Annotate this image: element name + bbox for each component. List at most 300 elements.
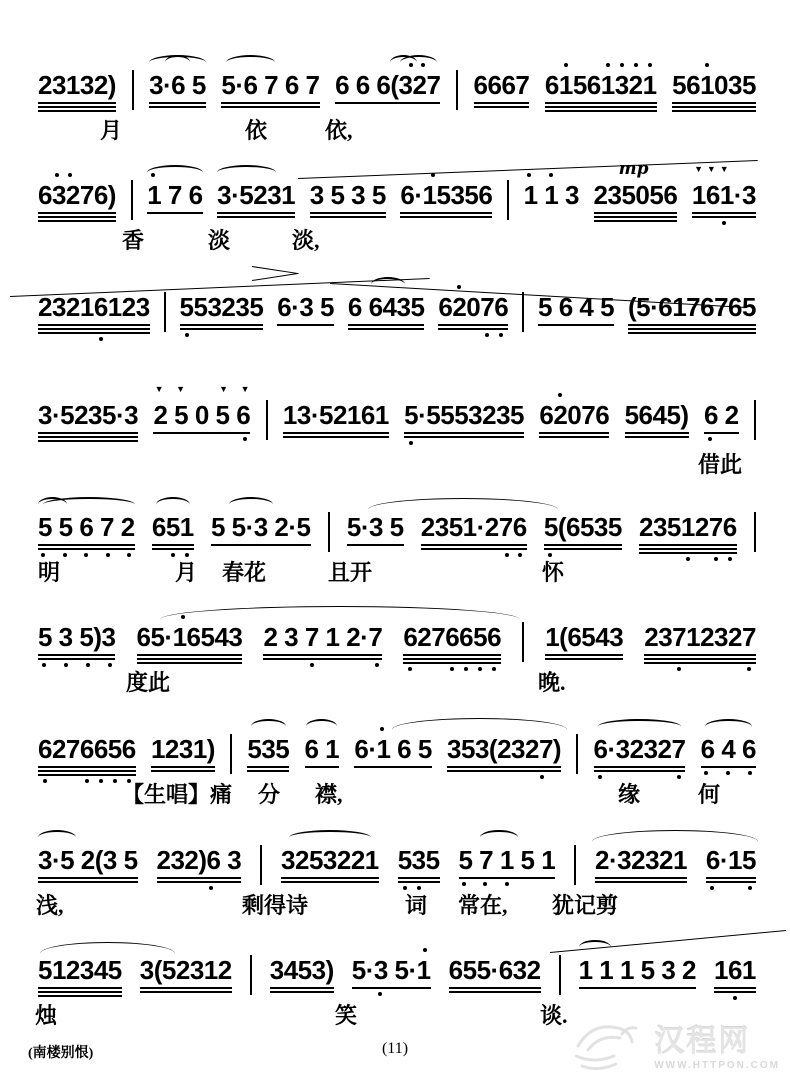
- barline: [559, 955, 561, 995]
- note-group: [701, 734, 756, 764]
- beam-underline: [137, 654, 243, 656]
- decrescendo-hairpin: [252, 273, 298, 281]
- barline: [250, 955, 252, 995]
- watermark-site-name: 汉程网: [654, 1024, 751, 1058]
- octave-dot-below: [722, 221, 726, 225]
- slur-arc: [306, 719, 337, 734]
- beam-underline: [38, 332, 150, 334]
- slur-arc: [229, 497, 273, 512]
- beam-underline: [644, 654, 756, 656]
- note-group: [277, 292, 334, 322]
- note-digits: 3253221: [281, 845, 379, 875]
- beam-underline: [38, 991, 122, 993]
- note-digits: 3453): [269, 955, 334, 985]
- note-group: [625, 400, 689, 430]
- octave-dot-above: [634, 63, 638, 67]
- octave-dot-below: [310, 663, 314, 667]
- note-row: [38, 384, 756, 440]
- lyric-syllable: 春花: [222, 560, 267, 585]
- beam-underline: [38, 440, 138, 442]
- octave-dot-below: [677, 775, 681, 779]
- slur-arc: [217, 165, 275, 180]
- beam-underline: [644, 662, 756, 664]
- beam-underline: [672, 110, 756, 112]
- note-digits: 3(52312: [139, 955, 232, 985]
- beam-underline: [305, 766, 340, 768]
- beam-underline: [594, 212, 678, 214]
- note-group: [151, 734, 215, 764]
- beam-underline: [594, 770, 686, 772]
- lyric-syllable: 月: [100, 118, 123, 143]
- octave-dot-below: [748, 771, 752, 775]
- octave-dot-below: [478, 667, 482, 671]
- note-digits: 3·6 5: [149, 70, 206, 100]
- barline: [522, 292, 524, 332]
- beam-underline: [38, 324, 150, 326]
- note-digits: 5·3 5: [346, 512, 404, 542]
- note-group: [211, 512, 311, 542]
- beam-underline: [221, 102, 319, 104]
- beam-underline: [270, 987, 334, 989]
- note-digits: 232)6 3: [156, 845, 242, 875]
- barline: [230, 734, 232, 774]
- note-group: [438, 292, 508, 322]
- beam-underline: [180, 324, 264, 326]
- note-digits: 65·16543: [136, 622, 243, 652]
- lyric-syllable: 襟,: [315, 782, 343, 807]
- slur-arc: [480, 830, 519, 845]
- note-group: [305, 734, 340, 764]
- beam-underline: [639, 544, 737, 546]
- lyric-syllable: 香: [122, 228, 145, 253]
- beam-underline: [354, 766, 431, 768]
- note-digits: 6·3 5: [277, 292, 334, 322]
- notation-line-3: [38, 292, 756, 332]
- note-digits: 2 3 7 1 2·7: [263, 622, 383, 652]
- note-digits: 2351276: [639, 512, 737, 542]
- beam-underline: [403, 654, 501, 656]
- beam-underline: [628, 328, 756, 330]
- barline: [266, 400, 268, 440]
- note-digits: 61561321: [544, 70, 657, 100]
- octave-dot-below: [42, 663, 46, 667]
- note-digits: 655·632: [448, 955, 541, 985]
- lyric-syllable: 笑: [335, 1003, 358, 1028]
- octave-dot-below: [540, 775, 544, 779]
- octave-dot-below: [450, 667, 454, 671]
- octave-dot-above: [549, 173, 553, 177]
- beam-underline: [38, 436, 138, 438]
- octave-dot-below: [43, 779, 47, 783]
- octave-dot-below: [378, 992, 382, 996]
- note-digits: 6276656: [403, 622, 502, 652]
- watermark: [570, 1012, 780, 1074]
- beam-underline: [140, 987, 232, 989]
- note-group: [38, 70, 116, 100]
- slur-arc: [147, 165, 202, 180]
- beam-underline: [544, 548, 622, 550]
- beam-underline: [38, 548, 135, 550]
- beam-underline: [692, 212, 756, 214]
- beam-underline: [247, 766, 289, 768]
- slur-arc: [156, 497, 190, 512]
- note-group: [270, 955, 334, 985]
- octave-dot-below: [99, 779, 103, 783]
- beam-underline: [398, 877, 440, 879]
- beam-underline: [38, 995, 122, 997]
- slur-arc: [705, 719, 751, 734]
- octave-dot-below: [108, 663, 112, 667]
- note-group: [38, 400, 138, 430]
- octave-dot-below: [710, 886, 714, 890]
- octave-dot-below: [677, 667, 681, 671]
- beam-underline: [38, 877, 138, 879]
- beam-underline: [247, 770, 289, 772]
- octave-dot-above: [606, 63, 610, 67]
- octave-dot-above: [620, 63, 624, 67]
- beam-underline: [692, 216, 756, 218]
- beam-underline: [283, 432, 389, 434]
- beam-underline: [347, 544, 404, 546]
- beam-underline: [151, 770, 215, 772]
- barline: [507, 180, 509, 220]
- slur-arc: [251, 719, 286, 734]
- octave-dot-below: [462, 882, 466, 886]
- beam-underline: [152, 544, 194, 546]
- lyric-syllable: 淡: [208, 228, 231, 253]
- beam-underline: [714, 987, 756, 989]
- note-group: [644, 622, 756, 652]
- beam-underline: [151, 766, 215, 768]
- lyric-syllable: 缘: [618, 782, 641, 807]
- beam-underline: [263, 654, 382, 656]
- slur-arc: [38, 830, 76, 845]
- octave-dot-below: [714, 557, 718, 561]
- octave-dot-above: [68, 173, 72, 177]
- accent-icon: ▼: [719, 164, 729, 174]
- note-digits: 161: [714, 955, 756, 985]
- note-group: [221, 70, 319, 100]
- beam-underline: [644, 658, 756, 660]
- phrase-slur: [592, 830, 758, 853]
- lyric-syllable: 依,: [325, 118, 353, 143]
- accent-icon: ▼: [154, 384, 164, 394]
- beam-underline: [404, 432, 524, 434]
- beam-underline: [283, 436, 389, 438]
- lyric-syllable: 犹记剪: [552, 893, 619, 918]
- beam-underline: [594, 216, 678, 218]
- beam-underline: [449, 987, 541, 989]
- beam-underline: [281, 881, 379, 883]
- decrescendo-hairpin: [252, 266, 298, 274]
- octave-dot-below: [747, 667, 751, 671]
- beam-underline: [263, 658, 382, 660]
- note-digits: 5·5553235: [404, 400, 525, 430]
- barline: [754, 512, 756, 552]
- beam-underline: [217, 212, 295, 214]
- note-group: [545, 70, 657, 100]
- beam-underline: [628, 332, 756, 334]
- barline: [522, 622, 524, 662]
- beam-underline: [149, 102, 206, 104]
- lyric-syllable: 何: [698, 782, 721, 807]
- note-digits: 13·52161: [282, 400, 389, 430]
- octave-dot-below: [492, 667, 496, 671]
- beam-underline: [38, 881, 138, 883]
- beam-underline: [539, 432, 609, 434]
- note-group: [38, 180, 116, 210]
- beam-underline: [348, 328, 425, 330]
- beam-underline: [449, 991, 541, 993]
- note-digits: 5·3 5·1: [351, 955, 431, 985]
- beam-underline: [594, 220, 678, 222]
- note-digits: 6 2: [703, 400, 739, 430]
- octave-dot-above: [380, 727, 384, 731]
- lyric-syllable: 淡,: [292, 228, 320, 253]
- note-group: [180, 292, 264, 322]
- beam-underline: [38, 432, 138, 434]
- beam-underline: [310, 216, 386, 218]
- note-group: [524, 180, 579, 210]
- accent-icon: ▼: [240, 384, 249, 394]
- note-digits: 23132): [38, 70, 116, 100]
- beam-underline: [404, 436, 524, 438]
- note-group: [310, 180, 386, 210]
- lyric-syllable: 明: [38, 560, 61, 585]
- notation-line-1: [38, 70, 756, 110]
- lyric-syllable: 月: [175, 560, 198, 585]
- beam-underline: [137, 658, 243, 660]
- slur-arc: [43, 497, 135, 512]
- note-group: [152, 512, 194, 542]
- octave-dot-above: [55, 173, 59, 177]
- note-digits: 3·5235·3: [38, 400, 139, 430]
- beam-underline: [398, 881, 440, 883]
- accent-icon: ▼: [219, 384, 228, 394]
- note-digits: 553235: [179, 292, 264, 322]
- beam-underline: [625, 436, 689, 438]
- note-digits: 1 7 6: [147, 180, 203, 210]
- beam-underline: [157, 881, 242, 883]
- beam-underline: [595, 881, 687, 883]
- barline: [132, 70, 134, 110]
- note-digits: 5·6 7 6 7: [221, 70, 320, 100]
- note-group: [38, 512, 135, 542]
- note-group: [398, 845, 440, 875]
- beam-underline: [701, 766, 756, 768]
- note-digits: 3 5 3 5: [309, 180, 386, 210]
- beam-underline: [625, 432, 689, 434]
- octave-dot-below: [63, 553, 67, 557]
- octave-dot-above: [527, 173, 531, 177]
- beam-underline: [539, 436, 609, 438]
- beam-underline: [545, 658, 623, 660]
- octave-dot-below: [85, 779, 89, 783]
- note-group: [157, 845, 242, 875]
- octave-dot-above: [457, 285, 461, 289]
- barline: [576, 734, 578, 774]
- beam-underline: [38, 654, 115, 656]
- octave-dot-below: [408, 667, 412, 671]
- note-digits: 561035: [672, 70, 756, 100]
- note-group: [38, 622, 115, 652]
- phrase-slur: [160, 606, 520, 633]
- note-digits: 1231): [150, 734, 215, 764]
- octave-dot-below: [726, 771, 730, 775]
- beam-underline: [38, 102, 116, 104]
- octave-dot-below: [113, 779, 117, 783]
- note-digits: 6 1: [304, 734, 340, 764]
- lyric-syllable: 剩得诗: [242, 893, 309, 918]
- note-digits: 6 6 6(327: [335, 70, 441, 100]
- octave-dot-below: [86, 663, 90, 667]
- lyric-syllable: 怀: [542, 560, 565, 585]
- octave-dot-below: [409, 441, 413, 445]
- note-row: [38, 159, 756, 220]
- beam-underline: [438, 328, 508, 330]
- barline: [754, 400, 756, 440]
- beam-underline: [400, 216, 492, 218]
- note-digits: 5 6 4 5: [538, 292, 615, 322]
- note-digits: 5 3 5)3: [38, 622, 116, 652]
- beam-underline: [221, 106, 319, 108]
- beam-underline: [38, 212, 116, 214]
- beam-underline: [474, 106, 530, 108]
- beam-underline: [352, 987, 431, 989]
- beam-underline: [147, 212, 202, 214]
- octave-dot-below: [499, 333, 503, 337]
- beam-underline: [421, 548, 527, 550]
- beam-underline: [140, 991, 232, 993]
- note-digits: (5·6176765: [627, 292, 756, 322]
- slur-arc: [400, 55, 437, 70]
- note-group: [579, 955, 696, 985]
- beam-underline: [672, 106, 756, 108]
- beam-underline: [211, 544, 311, 546]
- accent-icon: ▼: [706, 164, 716, 174]
- note-group: [691, 164, 756, 210]
- slur-arc: [165, 55, 190, 70]
- note-digits: 6·1 6 5: [354, 734, 432, 764]
- octave-dot-below: [485, 333, 489, 337]
- octave-dot-above: [558, 393, 562, 397]
- note-digits: 1 1 3: [523, 180, 579, 210]
- note-group: [352, 955, 431, 985]
- note-digits: 5645): [624, 400, 689, 430]
- note-digits: 6667: [473, 70, 530, 100]
- octave-dot-below: [64, 663, 68, 667]
- beam-underline: [38, 658, 115, 660]
- beam-underline: [270, 991, 334, 993]
- lyric-syllable: 度此: [126, 670, 171, 695]
- beam-underline: [706, 877, 756, 879]
- beam-underline: [672, 102, 756, 104]
- barline: [328, 512, 330, 552]
- footer-title: (南楼别恨): [28, 1046, 94, 1061]
- note-digits: 3·5231: [217, 180, 296, 210]
- beam-underline: [400, 212, 492, 214]
- barline: [456, 70, 458, 110]
- beam-underline: [153, 432, 250, 434]
- octave-dot-below: [748, 886, 752, 890]
- octave-dot-above: [423, 948, 427, 952]
- note-digits: 535: [397, 845, 440, 875]
- octave-dot-below: [375, 663, 379, 667]
- note-group: [281, 845, 379, 875]
- octave-dot-below: [243, 437, 247, 441]
- beam-underline: [545, 106, 657, 108]
- watermark-logo-icon: [570, 1012, 648, 1074]
- barline: [260, 845, 262, 885]
- lyric-syllable: 常在,: [458, 893, 508, 918]
- note-row: [38, 70, 756, 110]
- beam-underline: [180, 328, 264, 330]
- lyric-syllable: 词: [405, 893, 428, 918]
- beam-underline: [403, 658, 501, 660]
- note-group: [672, 70, 756, 100]
- lyric-syllable: 烛: [35, 1003, 58, 1028]
- beam-underline: [447, 770, 561, 772]
- notation-line-4: [38, 384, 756, 440]
- lyric-syllable: 浅,: [36, 893, 64, 918]
- octave-dot-below: [704, 771, 708, 775]
- note-group: [247, 734, 289, 764]
- note-group: [593, 159, 678, 210]
- note-digits: 2·32321: [595, 845, 687, 875]
- note-group: [283, 400, 389, 430]
- octave-dot-below: [518, 553, 522, 557]
- beam-underline: [217, 216, 295, 218]
- beam-underline: [149, 106, 206, 108]
- note-digits: 235056: [593, 180, 678, 210]
- barline: [164, 292, 166, 332]
- note-group: [714, 955, 756, 985]
- note-group: [38, 845, 138, 875]
- octave-dot-below: [505, 882, 509, 886]
- beam-underline: [38, 220, 116, 222]
- beam-underline: [438, 324, 508, 326]
- beam-underline: [594, 766, 686, 768]
- notation-line-2: [38, 159, 756, 220]
- note-group: [335, 70, 440, 100]
- note-digits: 23712327: [644, 622, 756, 652]
- lyric-syllable: 谈.: [540, 1003, 568, 1028]
- note-digits: 63276): [38, 180, 116, 210]
- note-digits: 1(6543: [545, 622, 624, 652]
- lyric-syllable: 依: [245, 118, 268, 143]
- watermark-site-url: WWW.HTTPON.COM: [654, 1059, 780, 1071]
- octave-dot-below: [686, 557, 690, 561]
- note-group: [449, 955, 541, 985]
- beam-underline: [544, 544, 622, 546]
- beam-underline: [335, 102, 440, 104]
- note-digits: 2 5 0 5 6: [153, 400, 251, 430]
- beam-underline: [474, 102, 530, 104]
- beam-underline: [403, 662, 501, 664]
- lyric-syllable: 分: [258, 782, 281, 807]
- beam-underline: [348, 324, 425, 326]
- beam-underline: [704, 432, 739, 434]
- accent-icon: ▼: [694, 164, 703, 174]
- note-digits: 5 5 6 7 2: [38, 512, 135, 542]
- beam-underline: [545, 102, 657, 104]
- octave-dot-below: [708, 437, 712, 441]
- beam-underline: [579, 987, 696, 989]
- phrase-slur: [392, 718, 567, 741]
- beam-underline: [38, 774, 136, 776]
- octave-dot-below: [598, 775, 602, 779]
- note-digits: 1 1 1 5 3 2: [578, 955, 696, 985]
